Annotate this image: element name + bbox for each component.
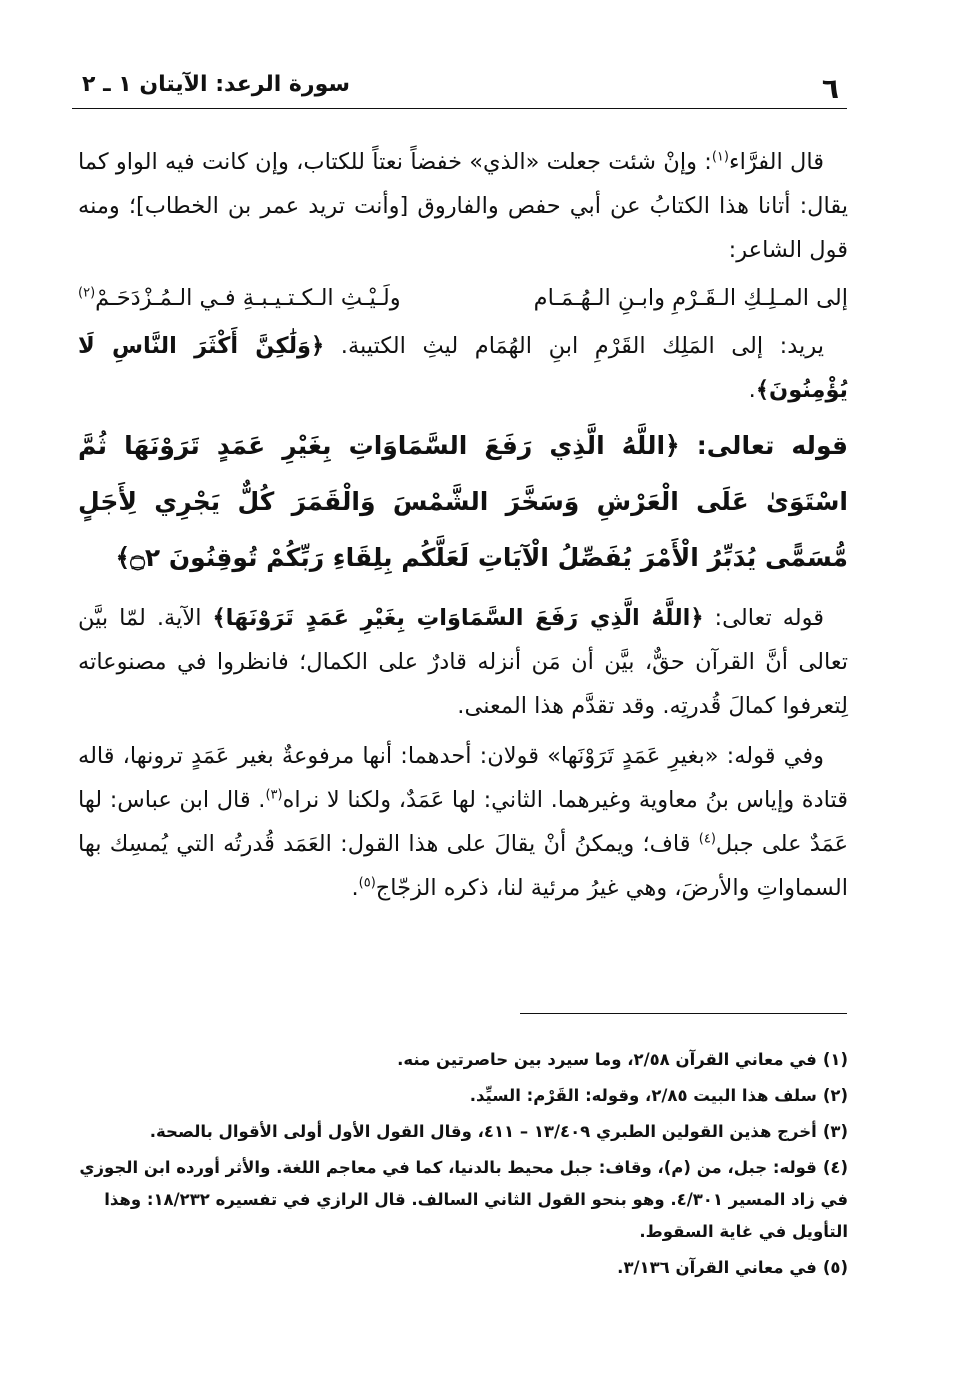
- quran-quote: ﴿وَلَٰكِنَّ أَكْثَرَ النَّاسِ لَا يُؤْمِنُونَ﴾: [78, 333, 848, 403]
- page-header: [72, 70, 847, 106]
- paragraph-explanation: [78, 324, 848, 412]
- footnote-4: [78, 1152, 848, 1248]
- paragraph-text: : وإنْ شئت جعلت «الذي» خفضاً نعتاً للكتاب، وإن كانت فيه الواو كما يقال: أتانا هذا الكتابُ عن أبي حفص والفاروق [وأنت تريد عمر بن الخطاب]؛ ومنه قول الشاعر:: [78, 149, 848, 263]
- paragraph-end: .: [351, 875, 359, 901]
- footnote-ref: (٥): [358, 875, 376, 891]
- footnote-ref: (٢): [78, 285, 96, 301]
- footnote-number: (١): [822, 1050, 848, 1069]
- quran-quote: ﴿اللَّهُ الَّذِي رَفَعَ السَّمَاوَاتِ بِغَيْرِ عَمَدٍ تَرَوْنَهَا﴾: [212, 605, 704, 631]
- quran-verse-block: [78, 418, 848, 586]
- footnote-text: في معاني القرآن ٣/١٣٦.: [617, 1258, 817, 1277]
- footnote-text: قوله: جبل، من (م)، وقاف: جبل محيط بالدنيا، كما في معاجم اللغة. والأثر أورده ابن الجوزي في زاد المسير ٤/٣٠١. وهو بنحو القول الثاني السالف. قال الرازي في تفسيره ١٨/٢٣٢: وهذا التأويل في غاية السقوط.: [79, 1158, 848, 1241]
- footnote-number: (٤): [822, 1158, 848, 1177]
- paragraph-end: .: [748, 377, 756, 403]
- footnote-number: (٢): [822, 1086, 848, 1105]
- footnote-ref: (٤): [698, 831, 716, 847]
- footnote-ref: (٣): [265, 787, 283, 803]
- page-number: ٦: [821, 72, 839, 105]
- verse-lead: قوله تعالى:: [696, 431, 848, 460]
- paragraph-text: قاف؛ ويمكنُ أنْ يقالَ على هذا القول: العَمَد قُدرتُه التي يُمسِك بها السماواتِ والأرضَ، وهي غيرُ مرئية لنا، ذكره الزجّاج: [78, 831, 848, 901]
- footnotes: [78, 1040, 848, 1284]
- running-title: سورة الرعد: الآيتان ١ ـ ٢: [82, 72, 350, 97]
- footnote-1: [78, 1044, 848, 1076]
- poetry-verse: [78, 278, 848, 318]
- footnote-separator: [520, 1013, 847, 1014]
- paragraph-farra: [78, 140, 848, 272]
- footnote-text: في معاني القرآن ٢/٥٨، وما سيرد بين حاصرتين منه.: [397, 1050, 817, 1069]
- verse-hemistich-second-wrap: [78, 278, 401, 318]
- verse-hemistich-first: إلى المـلِـكِ الـقَـرْمِ وابـنِ الـهُـمَـام: [533, 285, 848, 311]
- footnote-number: (٥): [822, 1258, 848, 1277]
- paragraph-lead: قوله تعالى:: [714, 605, 824, 631]
- footnote-text: سلف هذا البيت ٢/٨٥، وقوله: القَرْم: السيِّد.: [469, 1086, 817, 1105]
- paragraph-two-opinions: [78, 734, 848, 910]
- paragraph-text: قال الفرَّاء: [728, 149, 824, 175]
- main-text: [78, 140, 848, 916]
- footnote-5: [78, 1252, 848, 1284]
- paragraph-text: . قال ابن عباس: لها عَمَدٌ على جبل: [78, 787, 848, 857]
- verse-hemistich-second: ولَـيْـثِ الـكـتـيـبـةِ فـي الـمُـزْدَحَـمْ: [95, 285, 401, 311]
- footnote-number: (٣): [822, 1122, 848, 1141]
- footnote-ref: (١): [711, 149, 729, 165]
- paragraph-text: يريد: إلى المَلِك القَرْمِ ابنِ الهُمَام ليثِ الكتيبة.: [340, 333, 824, 359]
- paragraph-text: الآية. لمّا بيَّن تعالى أنَّ القرآن حقٌّ، بيَّن أن مَن أنزله قادرٌ على الكمال؛ فانظروا في مصنوعاته لِتعرفوا كمالَ قُدرتِه. وقد تقدَّم هذا المعنى.: [78, 605, 848, 719]
- footnote-2: [78, 1080, 848, 1112]
- header-rule: [72, 108, 847, 109]
- paragraph-commentary: [78, 596, 848, 728]
- quran-quote: ﴿اللَّهُ الَّذِي رَفَعَ السَّمَاوَاتِ بِغَيْرِ عَمَدٍ تَرَوْنَهَا ثُمَّ اسْتَوَىٰ عَلَى الْعَرْشِ وَسَخَّرَ الشَّمْسَ وَالْقَمَرَ كُلٌّ يَجْرِي لِأَجَلٍ مُّسَمًّى يُدَبِّرُ الْأَمْرَ يُفَصِّلُ الْآيَاتِ لَعَلَّكُم بِلِقَاءِ رَبِّكُمْ تُوقِنُونَ ۝٢﴾: [78, 431, 848, 572]
- paragraph-text: وفي قوله: «بغيرِ عَمَدٍ تَرَوْنَها» قولان: أحدهما: أنها مرفوعةٌ بغير عَمَدٍ ترونها، قاله قتادة وإياس بنُ معاوية وغيرهما. الثاني: لها عَمَدٌ، ولكنا لا نراه: [78, 743, 849, 813]
- footnote-3: [78, 1116, 848, 1148]
- footnote-text: أخرج هذين القولين الطبري ١٣/٤٠٩ – ٤١١، وقال القول الأول أولى الأقوال بالصحة.: [149, 1122, 817, 1141]
